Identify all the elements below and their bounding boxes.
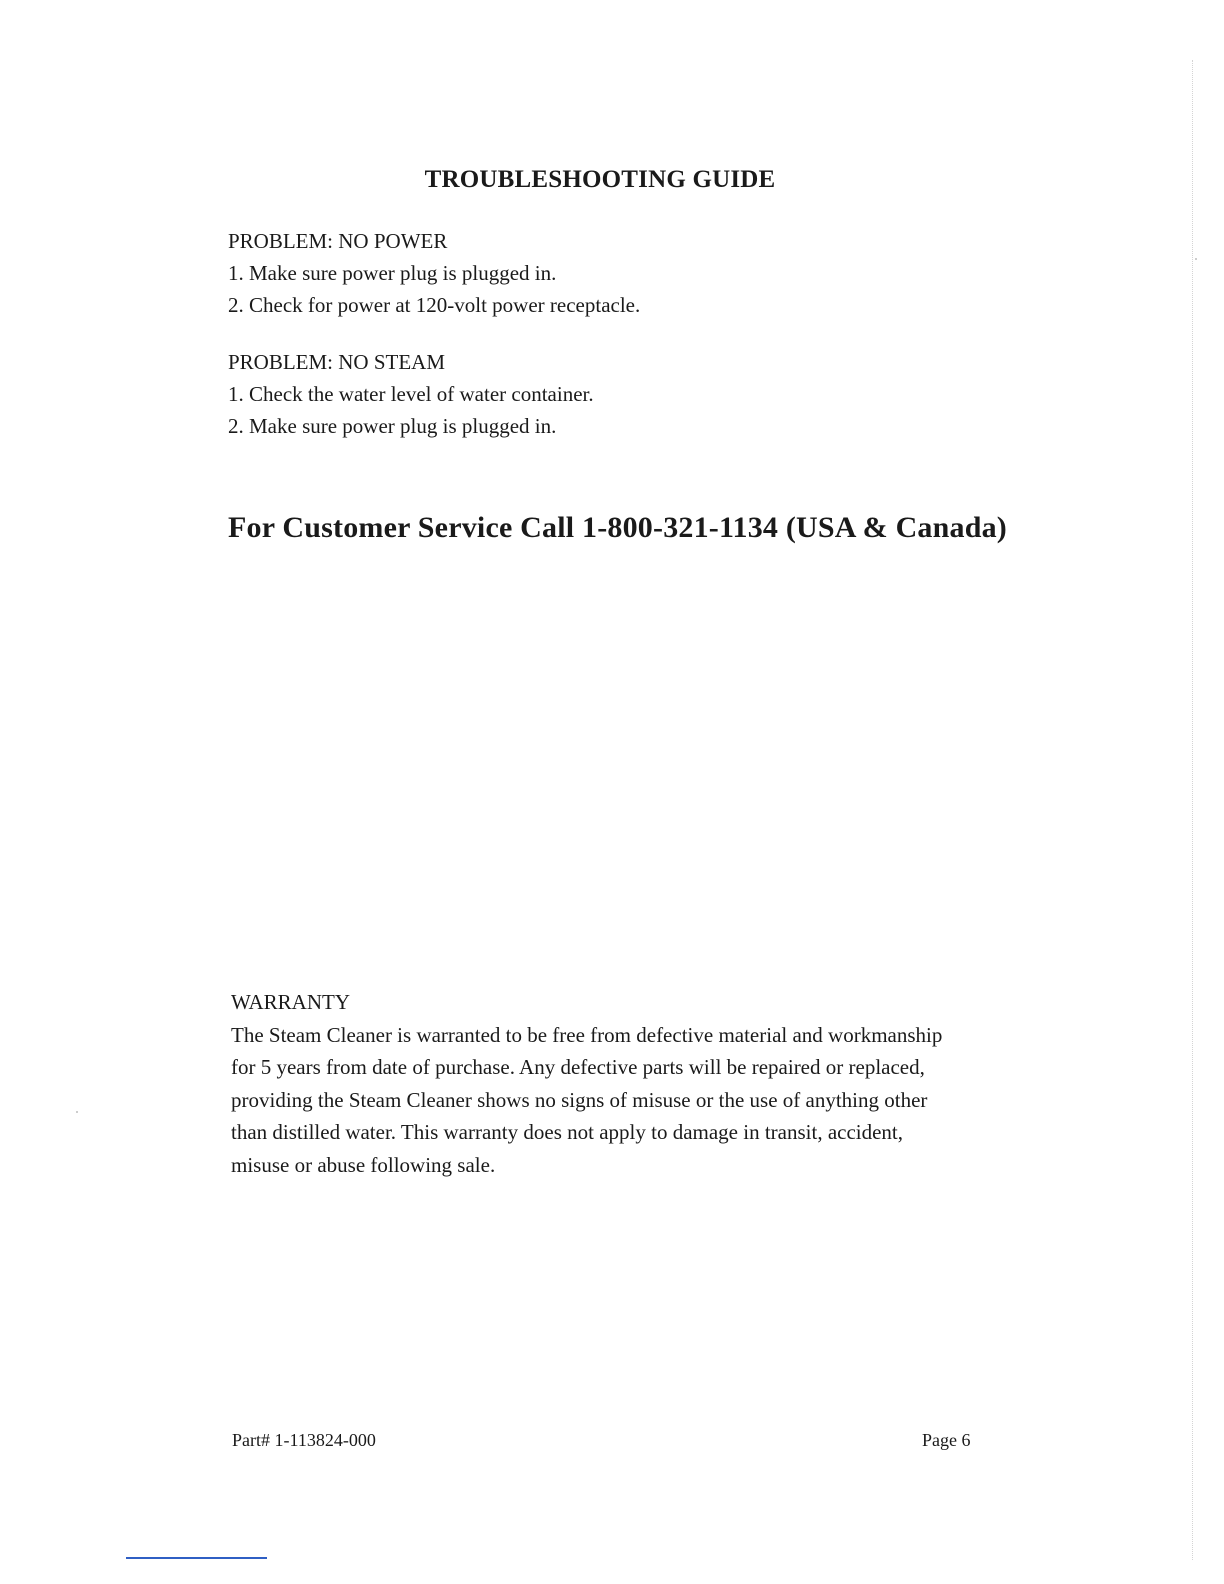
problem-step: 2. Make sure power plug is plugged in. xyxy=(228,414,557,438)
footer-part-number: Part# 1-113824-000 xyxy=(232,1430,376,1450)
problem-step: 2. Check for power at 120-volt power receptacle. xyxy=(228,293,641,317)
problem-no-power-section xyxy=(228,225,988,321)
scan-speck xyxy=(76,1111,78,1113)
warranty-text-line: providing the Steam Cleaner shows no signs of misuse or the use of anything other xyxy=(231,1087,928,1112)
warranty-heading: WARRANTY xyxy=(231,990,350,1014)
problem-step: 1. Make sure power plug is plugged in. xyxy=(228,261,557,285)
scan-speck xyxy=(1195,258,1197,260)
warranty-section xyxy=(231,986,971,1181)
warranty-text-line: than distilled water. This warranty does not apply to damage in transit, accident, xyxy=(231,1120,904,1144)
problem-heading: PROBLEM: NO STEAM xyxy=(228,350,446,374)
footer-page-number: Page 6 xyxy=(922,1430,971,1450)
problem-step: 1. Check the water level of water container. xyxy=(228,382,594,406)
customer-service-line: For Customer Service Call 1-800-321-1134 (USA & Canada) xyxy=(228,511,1007,544)
page-title: TROUBLESHOOTING GUIDE xyxy=(424,166,776,193)
warranty-text-line: misuse or abuse following sale. xyxy=(231,1152,496,1177)
problem-heading: PROBLEM: NO POWER xyxy=(228,229,448,253)
warranty-text-line: The Steam Cleaner is warranted to be free from defective material and workmanship xyxy=(231,1022,943,1047)
bottom-rule xyxy=(126,1557,267,1559)
warranty-text-line: for 5 years from date of purchase. Any defective parts will be repaired or replaced, xyxy=(231,1055,925,1079)
problem-no-steam-section xyxy=(228,346,988,442)
scan-edge-line xyxy=(1192,60,1194,1560)
